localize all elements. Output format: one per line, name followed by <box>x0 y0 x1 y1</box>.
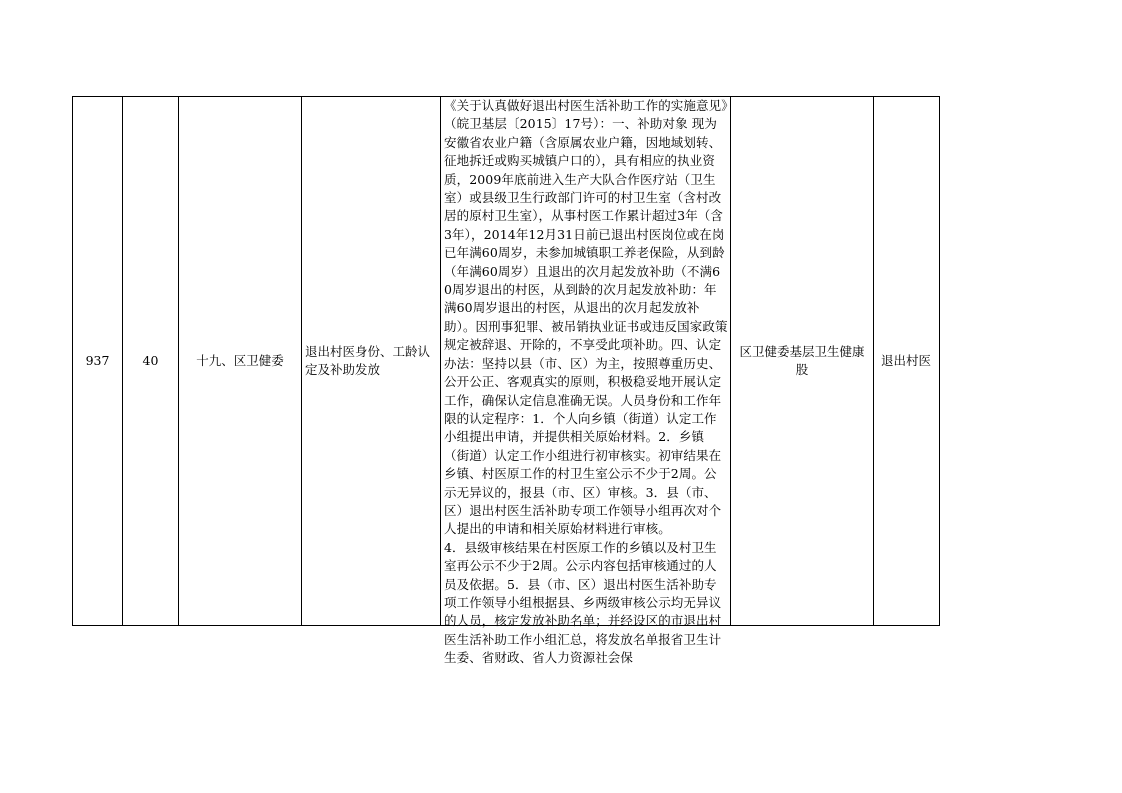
table-row <box>73 97 940 626</box>
seq-cell: 937 <box>73 97 123 626</box>
subject-cell: 退出村医 <box>874 97 940 626</box>
sub-seq-cell: 40 <box>123 97 179 626</box>
basis-text: 《关于认真做好退出村医生活补助工作的实施意见》（皖卫基层〔2015〕17号）：一、补助对象 现为安徽省农业户籍（含原属农业户籍，因地域划转、征地拆迁或购买城镇户口的），具有相应的执业资质，2009年底前进入生产大队合作医疗站（卫生室）或县级卫生行政部门许可的村卫生室（含村改居的原村卫生室），从事村医工作累计超过3年（含3年），2014年12月31日前已退出村医岗位或在岗已年满60周岁，未参加城镇职工养老保险，从到龄（年满60周岁）且退出的次月起发放补助（不满60周岁退出的村医，从到龄的次月起发放补助：年满60周岁退出的村医，从退出的次月起发放补助）。因刑事犯罪、被吊销执业证书或违反国家政策规定被辞退、开除的，不享受此项补助。四、认定办法：坚持以县（市、区）为主，按照尊重历史、公开公正、客观真实的原则，积极稳妥地开展认定工作，确保认定信息准确无误。人员身份和工作年限的认定程序：1．个人向乡镇（街道）认定工作小组提出申请，并提供相关原始材料。2．乡镇（街道）认定工作小组进行初审核实。初审结果在乡镇、村医原工作的村卫生室公示不少于2周。公示无异议的，报县（市、区）审核。3．县（市、区）退出村医生活补助专项工作领导小组再次对个人提出的申请和相关原始材料进行审核。 4．县级审核结果在村医原工作的乡镇以及村卫生室再公示不少于2周。公示内容包括审核通过的人员及依据。5．县（市、区）退出村医生活补助专项工作领导小组根据县、乡两级审核公示均无异议的人员，核定发放补助名单；并经设区的市退出村医生活补助工作小组汇总，将发放名单报省卫生计生委、省财政、省人力资源社会保 <box>444 98 728 666</box>
basis-cell <box>441 97 731 666</box>
category-cell: 十九、区卫健委 <box>179 97 302 626</box>
department-cell: 区卫健委基层卫生健康股 <box>731 97 874 626</box>
power-list-table <box>72 96 940 666</box>
item-name-cell: 退出村医身份、工龄认定及补助发放 <box>302 97 441 626</box>
